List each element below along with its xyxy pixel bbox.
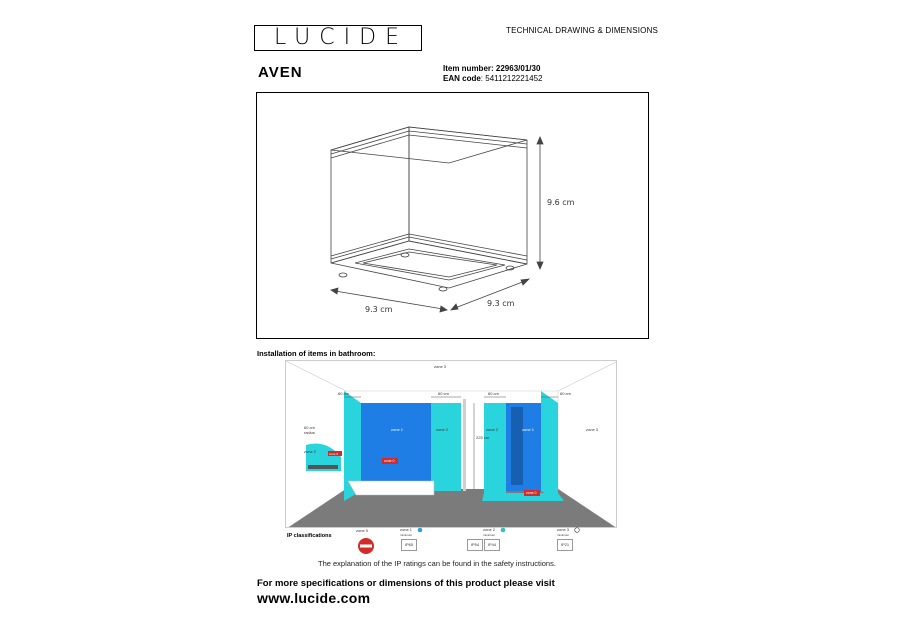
zone2-basin-label: zone 2 — [304, 449, 317, 454]
ean-line: EAN code: 5411212221452 — [443, 74, 543, 83]
ip-zone3-label: zone 3 minimum — [557, 527, 570, 537]
dimension-60cm-d: 60 cm — [560, 391, 571, 396]
zone1-bath-label: zone 1 — [391, 427, 404, 432]
ean-value: 5411212221452 — [485, 74, 543, 83]
document-type-label: TECHNICAL DRAWING & DIMENSIONS — [506, 26, 659, 35]
ip-zone1-value: IP65 — [401, 539, 417, 551]
ip-zone3-value: IP21 — [557, 539, 573, 551]
zone1-shower-label: zone 1 — [522, 427, 535, 432]
dimension-60cm-a: 60 cm — [338, 391, 349, 396]
bathroom-zones-illustration — [286, 361, 617, 528]
dimension-60cm-b: 60 cm — [438, 391, 449, 396]
ip-zone2-label: zone 2 minimum — [483, 527, 496, 537]
circle-outline-icon — [574, 527, 580, 533]
zone0-bath-label: zone 0 — [384, 459, 395, 463]
water-drop-icon — [417, 527, 423, 533]
product-name: AVEN — [258, 64, 303, 81]
lamp-front-face — [331, 127, 409, 263]
zone2-bath-label: zone 2 — [436, 427, 449, 432]
item-number-line: Item number: 22963/01/30 — [443, 64, 541, 73]
lamp-drawing — [257, 93, 648, 338]
ip-explanation-note: The explanation of the IP ratings can be found in the safety instructions. — [318, 559, 556, 568]
item-number-value: 22963/01/30 — [495, 64, 541, 73]
zone2-bath-right — [431, 403, 461, 491]
item-number-label: Item number — [443, 64, 492, 73]
ean-label: EAN code — [443, 74, 481, 83]
depth-label: 9.3 cm — [487, 299, 515, 308]
water-drop-icon — [500, 527, 506, 533]
zone0-shower-label: zone 0 — [526, 491, 537, 495]
lamp-right-face — [409, 127, 527, 264]
basin-radius-label: 60 cm radius — [304, 425, 315, 435]
technical-drawing-frame — [256, 92, 649, 339]
width-label: 9.3 cm — [365, 305, 393, 314]
bathroom-zones-diagram — [285, 360, 617, 528]
zone3-right-label: zone 3 — [586, 427, 599, 432]
ip-zone2-value-a: IP54 — [467, 539, 483, 551]
ip-zone1-label: zone 1 minimum — [400, 527, 413, 537]
zone2-shower-label: zone 2 — [486, 427, 499, 432]
dimension-60cm-c: 60 cm — [488, 391, 499, 396]
brand-logo — [254, 25, 422, 51]
height-225cm-label: 225 cm — [476, 435, 490, 440]
website-link[interactable]: www.lucide.com — [257, 590, 371, 606]
height-label: 9.6 cm — [547, 198, 575, 207]
brand-logo-text: LUCIDE — [274, 25, 408, 50]
zone0-basin-label: zone 0 — [329, 452, 339, 456]
no-entry-icon — [357, 537, 375, 555]
specifications-note: For more specifications or dimensions of this product please visit — [257, 578, 555, 589]
bathroom-heading: Installation of items in bathroom: — [257, 349, 376, 358]
zone2-shower-left — [484, 403, 506, 493]
zone3-top-label: zone 3 — [434, 364, 447, 369]
height-dimension — [537, 137, 543, 269]
ip-classifications-label: IP classifications — [287, 533, 332, 539]
ip-zone2-value-b: IP44 — [484, 539, 500, 551]
zone2-shower-right — [541, 391, 558, 501]
bathroom-floor — [286, 489, 617, 528]
zone1-bath — [361, 403, 431, 481]
bath-tub — [348, 481, 434, 495]
ip-zone0-label: zone 0 — [356, 528, 369, 533]
